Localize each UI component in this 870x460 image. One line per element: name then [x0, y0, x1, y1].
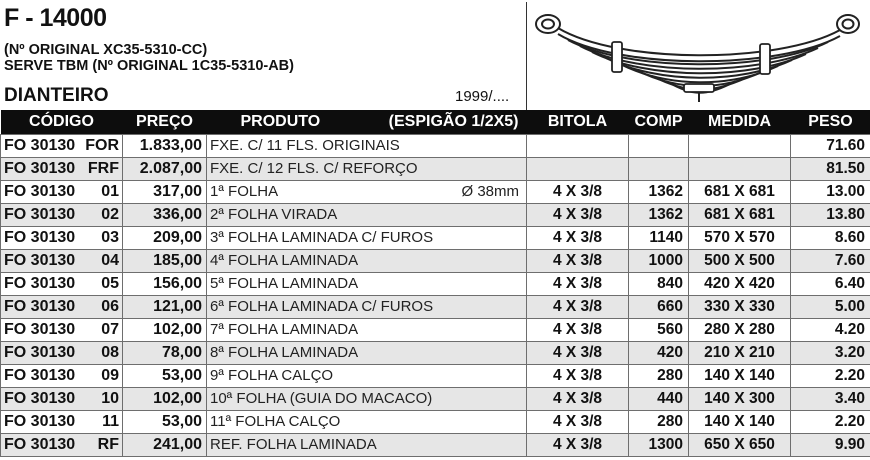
table-row [1, 410, 870, 433]
code-suffix: 10 [101, 389, 119, 407]
cell-code [1, 433, 123, 456]
cell-product [207, 203, 527, 226]
cell-measure: 570 X 570 [689, 226, 791, 249]
cell-measure [689, 134, 791, 157]
code-prefix: FO 30130 [4, 412, 76, 430]
cell-product [207, 134, 527, 157]
cell-length: 280 [629, 364, 689, 387]
cell-weight: 5.00 [791, 295, 870, 318]
cell-length: 280 [629, 410, 689, 433]
cell-code [1, 203, 123, 226]
cell-length: 1362 [629, 203, 689, 226]
cell-product [207, 295, 527, 318]
cell-measure: 140 X 140 [689, 410, 791, 433]
cell-gauge: 4 X 3/8 [527, 410, 629, 433]
cell-length: 840 [629, 272, 689, 295]
cell-code [1, 318, 123, 341]
cell-product [207, 410, 527, 433]
code-prefix: FO 30130 [4, 159, 76, 177]
cell-code [1, 410, 123, 433]
table-row [1, 134, 870, 157]
product-name: FXE. C/ 11 FLS. ORIGINAIS [210, 137, 400, 154]
column-header-price: PREÇO [123, 110, 207, 134]
table-row [1, 364, 870, 387]
cell-product [207, 249, 527, 272]
product-name: 7ª FOLHA LAMINADA [210, 321, 359, 338]
cell-product [207, 180, 527, 203]
cell-length: 1362 [629, 180, 689, 203]
code-suffix: FOR [85, 136, 119, 154]
column-header-product [207, 110, 527, 134]
cell-length: 420 [629, 341, 689, 364]
code-prefix: FO 30130 [4, 435, 76, 453]
cell-product [207, 318, 527, 341]
column-header-spigot: (ESPIGÃO 1/2X5) [388, 112, 519, 130]
cell-measure: 280 X 280 [689, 318, 791, 341]
cell-product [207, 226, 527, 249]
table-row [1, 433, 870, 456]
cell-code [1, 157, 123, 180]
cell-gauge: 4 X 3/8 [527, 433, 629, 456]
code-suffix: 09 [101, 366, 119, 384]
cell-length: 1300 [629, 433, 689, 456]
cell-gauge: 4 X 3/8 [527, 272, 629, 295]
cell-weight: 13.80 [791, 203, 870, 226]
cell-gauge: 4 X 3/8 [527, 318, 629, 341]
code-prefix: FO 30130 [4, 205, 76, 223]
cell-weight: 13.00 [791, 180, 870, 203]
serve-also-line: SERVE TBM (Nº ORIGINAL 1C35-5310-AB) [4, 58, 294, 74]
cell-measure: 140 X 140 [689, 364, 791, 387]
cell-length: 560 [629, 318, 689, 341]
cell-length: 1140 [629, 226, 689, 249]
cell-weight: 8.60 [791, 226, 870, 249]
code-suffix: 02 [101, 205, 119, 223]
column-header-measure: MEDIDA [689, 110, 791, 134]
table-row [1, 387, 870, 410]
cell-gauge [527, 157, 629, 180]
cell-weight: 6.40 [791, 272, 870, 295]
cell-gauge [527, 134, 629, 157]
cell-price: 1.833,00 [123, 134, 207, 157]
page-title: F - 14000 [4, 4, 107, 32]
product-name: 4ª FOLHA LAMINADA [210, 252, 359, 269]
table-header-row [1, 110, 870, 134]
cell-gauge: 4 X 3/8 [527, 180, 629, 203]
column-header-length: COMP [629, 110, 689, 134]
cell-measure: 681 X 681 [689, 180, 791, 203]
cell-weight: 3.40 [791, 387, 870, 410]
cell-code [1, 387, 123, 410]
cell-price: 185,00 [123, 249, 207, 272]
cell-gauge: 4 X 3/8 [527, 341, 629, 364]
cell-price: 2.087,00 [123, 157, 207, 180]
cell-price: 336,00 [123, 203, 207, 226]
cell-product [207, 341, 527, 364]
code-prefix: FO 30130 [4, 389, 76, 407]
cell-measure: 650 X 650 [689, 433, 791, 456]
cell-gauge: 4 X 3/8 [527, 226, 629, 249]
code-prefix: FO 30130 [4, 366, 76, 384]
product-name: 6ª FOLHA LAMINADA C/ FUROS [210, 298, 434, 315]
catalog-header [0, 0, 870, 110]
product-name: 1ª FOLHA [210, 183, 279, 200]
cell-weight: 4.20 [791, 318, 870, 341]
product-name: 2ª FOLHA VIRADA [210, 206, 338, 223]
product-name: FXE. C/ 12 FLS. C/ REFORÇO [210, 160, 418, 177]
code-prefix: FO 30130 [4, 297, 76, 315]
code-prefix: FO 30130 [4, 228, 76, 246]
code-suffix: FRF [87, 159, 119, 177]
table-row [1, 272, 870, 295]
product-name: 9ª FOLHA CALÇO [210, 367, 334, 384]
cell-price: 121,00 [123, 295, 207, 318]
column-header-code: CÓDIGO [1, 110, 123, 134]
cell-length: 660 [629, 295, 689, 318]
table-row [1, 295, 870, 318]
table-row [1, 203, 870, 226]
code-prefix: FO 30130 [4, 343, 76, 361]
cell-price: 102,00 [123, 318, 207, 341]
table-row [1, 249, 870, 272]
cell-code [1, 134, 123, 157]
product-name: 10ª FOLHA (GUIA DO MACACO) [210, 390, 433, 407]
code-prefix: FO 30130 [4, 251, 76, 269]
cell-code [1, 364, 123, 387]
product-name: REF. FOLHA LAMINADA [210, 436, 377, 453]
cell-length: 1000 [629, 249, 689, 272]
code-suffix: 11 [102, 412, 119, 430]
code-suffix: 01 [101, 182, 119, 200]
cell-price: 102,00 [123, 387, 207, 410]
cell-gauge: 4 X 3/8 [527, 387, 629, 410]
cell-length [629, 157, 689, 180]
code-prefix: FO 30130 [4, 182, 76, 200]
cell-price: 78,00 [123, 341, 207, 364]
product-note: Ø 38mm [461, 183, 519, 200]
cell-weight: 71.60 [791, 134, 870, 157]
code-suffix: 07 [101, 320, 119, 338]
cell-weight: 9.90 [791, 433, 870, 456]
table-row [1, 157, 870, 180]
original-number-line: (Nº ORIGINAL XC35-5310-CC) [4, 42, 208, 58]
cell-code [1, 272, 123, 295]
cell-code [1, 295, 123, 318]
position-label: DIANTEIRO [4, 85, 109, 106]
cell-price: 241,00 [123, 433, 207, 456]
cell-product [207, 272, 527, 295]
column-header-weight: PESO [791, 110, 870, 134]
cell-code [1, 341, 123, 364]
code-suffix: 03 [101, 228, 119, 246]
cell-product [207, 364, 527, 387]
cell-code [1, 180, 123, 203]
cell-gauge: 4 X 3/8 [527, 364, 629, 387]
cell-gauge: 4 X 3/8 [527, 203, 629, 226]
cell-price: 53,00 [123, 364, 207, 387]
cell-weight: 81.50 [791, 157, 870, 180]
code-suffix: 08 [101, 343, 119, 361]
cell-code [1, 226, 123, 249]
cell-weight: 2.20 [791, 410, 870, 433]
cell-product [207, 157, 527, 180]
cell-weight: 3.20 [791, 341, 870, 364]
product-name: 3ª FOLHA LAMINADA C/ FUROS [210, 229, 434, 246]
cell-price: 317,00 [123, 180, 207, 203]
table-row [1, 318, 870, 341]
column-header-gauge: BITOLA [527, 110, 629, 134]
cell-price: 209,00 [123, 226, 207, 249]
code-suffix: 05 [101, 274, 119, 292]
code-suffix: 06 [101, 297, 119, 315]
code-prefix: FO 30130 [4, 274, 76, 292]
code-prefix: FO 30130 [4, 136, 76, 154]
product-name: 11ª FOLHA CALÇO [210, 413, 341, 430]
table-row [1, 226, 870, 249]
cell-measure: 140 X 300 [689, 387, 791, 410]
cell-weight: 7.60 [791, 249, 870, 272]
year-label: 1999/.... [455, 88, 510, 105]
cell-length: 440 [629, 387, 689, 410]
cell-measure: 210 X 210 [689, 341, 791, 364]
product-name: 8ª FOLHA LAMINADA [210, 344, 359, 361]
column-header-product-label: PRODUTO [240, 112, 321, 130]
cell-weight: 2.20 [791, 364, 870, 387]
cell-gauge: 4 X 3/8 [527, 295, 629, 318]
product-name: 5ª FOLHA LAMINADA [210, 275, 359, 292]
cell-price: 53,00 [123, 410, 207, 433]
cell-price: 156,00 [123, 272, 207, 295]
table-row [1, 180, 870, 203]
leaf-spring-icon [528, 4, 870, 108]
cell-gauge: 4 X 3/8 [527, 249, 629, 272]
cell-product [207, 387, 527, 410]
cell-measure: 500 X 500 [689, 249, 791, 272]
cell-measure: 681 X 681 [689, 203, 791, 226]
cell-measure: 330 X 330 [689, 295, 791, 318]
code-suffix: RF [97, 435, 119, 453]
code-suffix: 04 [101, 251, 119, 269]
cell-product [207, 433, 527, 456]
cell-length [629, 134, 689, 157]
cell-measure: 420 X 420 [689, 272, 791, 295]
cell-measure [689, 157, 791, 180]
parts-table [0, 110, 870, 457]
header-divider [526, 2, 527, 110]
cell-code [1, 249, 123, 272]
table-row [1, 341, 870, 364]
code-prefix: FO 30130 [4, 320, 76, 338]
